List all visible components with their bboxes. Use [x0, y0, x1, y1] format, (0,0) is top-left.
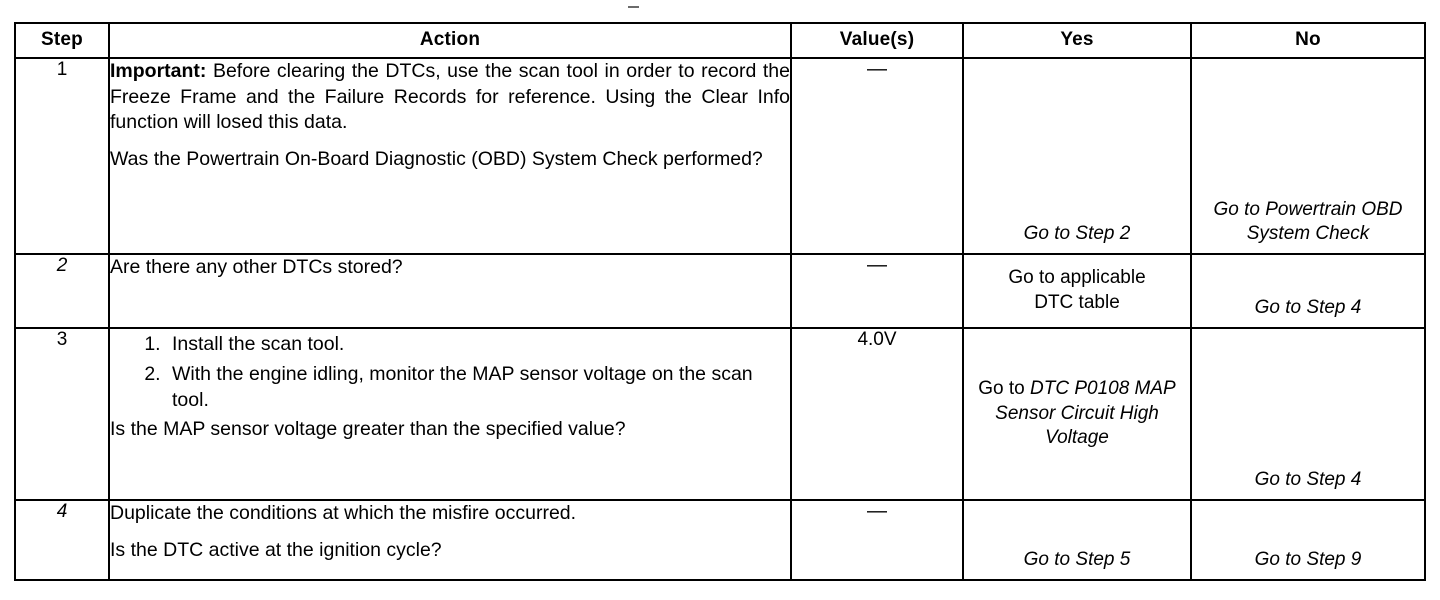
- table-row: [15, 58, 1425, 254]
- row-3-yes-prefix: Go to: [978, 377, 1030, 399]
- row-2-step: 2: [15, 254, 109, 328]
- row-1-action-text-1: Before clearing the DTCs, use the scan tool in order to record the Freeze Frame and the Failure Records for reference. Using the Clear Info function will losed this data.: [110, 60, 790, 134]
- row-1-important-label: Important:: [110, 60, 207, 82]
- row-1-action-paragraph-1: [110, 59, 790, 136]
- row-3-list-item-2: 2. With the engine idling, monitor the MAP sensor voltage on the scan tool.: [166, 361, 790, 413]
- row-1-step: 1: [15, 58, 109, 254]
- row-1-value: [791, 58, 963, 254]
- row-4-action-paragraph-1: Duplicate the conditions at which the misfire occurred.: [110, 502, 577, 524]
- row-4-yes: Go to Step 5: [963, 500, 1191, 580]
- row-2-yes-line-2: DTC table: [1034, 292, 1120, 313]
- column-header-step: Step: [15, 23, 109, 58]
- row-2-no: Go to Step 4: [1191, 254, 1425, 328]
- row-1-action: [109, 58, 791, 254]
- row-1-no: Go to Powertrain OBD System Check: [1191, 58, 1425, 254]
- row-1-action-paragraph-2: Was the Powertrain On-Board Diagnostic (OBD) System Check performed?: [110, 148, 763, 171]
- table-header-row: [15, 23, 1425, 58]
- scan-artifact-mark: [628, 6, 639, 8]
- row-3-list-item-1: 1. Install the scan tool.: [166, 331, 790, 357]
- row-1-value-text: —: [867, 58, 887, 80]
- row-4-step: 4: [15, 500, 109, 580]
- row-2-action-paragraph-1: Are there any other DTCs stored?: [110, 256, 403, 278]
- column-header-action: Action: [109, 23, 791, 58]
- row-4-no: Go to Step 9: [1191, 500, 1425, 580]
- row-2-action: [109, 254, 791, 328]
- table-row: [15, 254, 1425, 328]
- table-row: [15, 328, 1425, 500]
- row-3-action-list: [110, 331, 790, 413]
- row-3-step: 3: [15, 328, 109, 500]
- row-3-yes-reference: DTC P0108 MAP Sensor Circuit High Voltage: [995, 377, 1176, 449]
- row-3-action: [109, 328, 791, 500]
- row-3-no: Go to Step 4: [1191, 328, 1425, 500]
- row-2-yes: [963, 254, 1191, 328]
- row-1-yes: Go to Step 2: [963, 58, 1191, 254]
- column-header-value: Value(s): [791, 23, 963, 58]
- row-4-value-text: —: [867, 500, 887, 522]
- row-2-value-text: —: [867, 254, 887, 276]
- row-4-action-paragraph-2: Is the DTC active at the ignition cycle?: [110, 538, 442, 561]
- column-header-yes: Yes: [963, 23, 1191, 58]
- column-header-no: No: [1191, 23, 1425, 58]
- table-row: [15, 500, 1425, 580]
- diagnostic-table: [14, 22, 1426, 581]
- table-header: [15, 23, 1425, 58]
- table-body: [15, 58, 1425, 580]
- row-4-action: [109, 500, 791, 580]
- row-2-value: [791, 254, 963, 328]
- row-3-action-paragraph-1: Is the MAP sensor voltage greater than the specified value?: [110, 418, 626, 441]
- row-3-value: 4.0V: [791, 328, 963, 500]
- row-3-yes: [963, 328, 1191, 500]
- row-2-yes-line-1: Go to applicable: [1008, 267, 1146, 289]
- row-4-value: [791, 500, 963, 580]
